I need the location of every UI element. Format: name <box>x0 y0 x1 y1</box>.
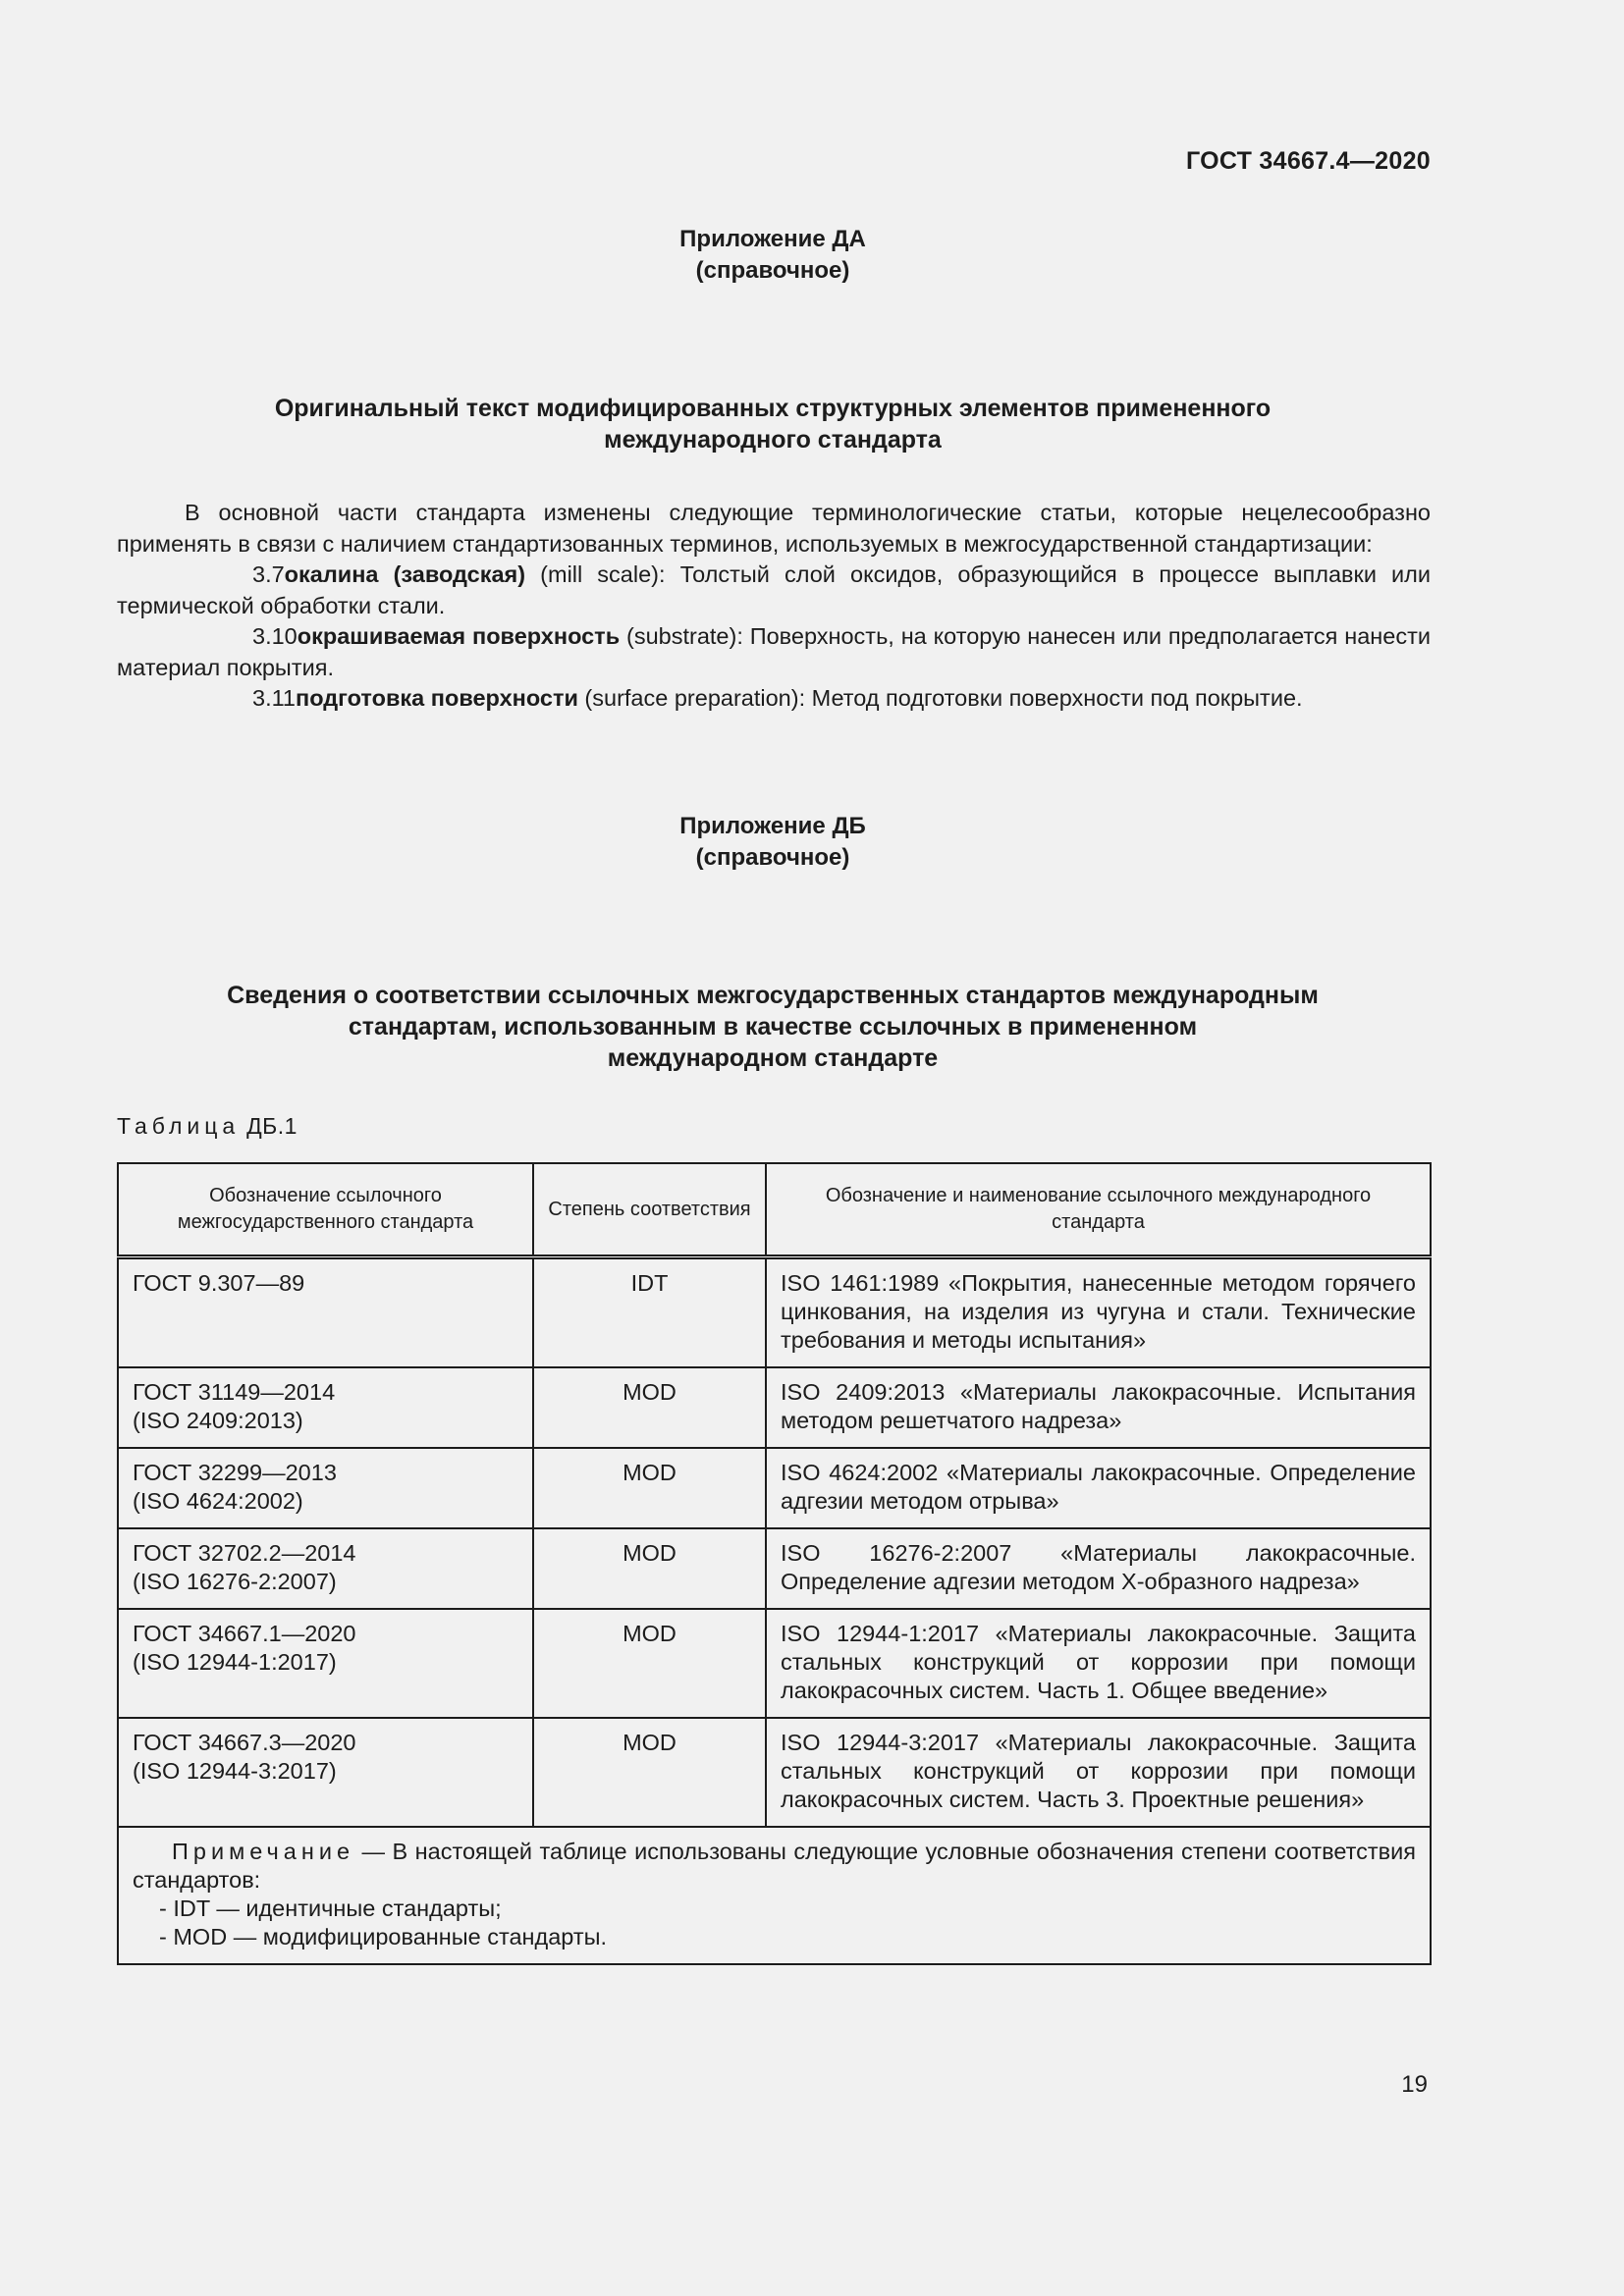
annex-db-title-line2: стандартам, использованным в качестве ссылочных в примененном <box>348 1013 1198 1041</box>
note-word: Примечание <box>172 1839 355 1864</box>
interstate-standard-cell <box>118 1609 533 1718</box>
interstate-standard-cell <box>118 1257 533 1368</box>
table-caption-number: ДБ.1 <box>246 1113 298 1139</box>
term-number: 3.7 <box>252 561 285 587</box>
standard-code: ГОСТ 31149—2014 <box>133 1379 336 1405</box>
note-text: — В настоящей таблице использованы следующие условные обозначения степени соответствия стандартов: <box>133 1839 1416 1893</box>
interstate-standard-cell <box>118 1367 533 1448</box>
annex-da-body <box>117 498 1431 715</box>
annex-db-title-line3: международном стандарте <box>607 1044 939 1072</box>
term-definition: (mill scale): Толстый слой оксидов, образующийся в процессе выплавки или термической обработки стали. <box>117 561 1431 618</box>
page-number: 19 <box>1401 2071 1428 2098</box>
note-item-idt: - IDT — идентичные стандарты; <box>159 1896 502 1921</box>
term-definition: (substrate): Поверхность, на которую нанесен или предполагается нанести материал покрытия. <box>117 623 1431 680</box>
international-standard-cell: ISO 1461:1989 «Покрытия, нанесенные методом горячего цинкования, на изделия из чугуна и стали. Технические требования и методы испытания» <box>766 1257 1431 1368</box>
table-row <box>118 1448 1431 1528</box>
standard-equivalent: (ISO 16276-2:2007) <box>133 1569 337 1594</box>
term-definition: (surface preparation): Метод подготовки поверхности под покрытие. <box>577 685 1303 711</box>
standard-code: ГОСТ 34667.3—2020 <box>133 1730 356 1755</box>
standard-code: ГОСТ 32299—2013 <box>133 1460 337 1485</box>
term-entry <box>117 683 1431 715</box>
table-row <box>118 1718 1431 1827</box>
table-note-row <box>118 1827 1431 1964</box>
table-row <box>118 1367 1431 1448</box>
annex-da-title-line2: международного стандарта <box>604 426 942 454</box>
table-header-row <box>118 1163 1431 1257</box>
annex-db-label: Приложение ДБ <box>679 813 866 839</box>
document-code: ГОСТ 34667.4—2020 <box>1185 147 1431 175</box>
reference-standards-table <box>117 1162 1432 1965</box>
note-item-mod: - MOD — модифицированные стандарты. <box>159 1924 608 1949</box>
table-note <box>118 1827 1431 1964</box>
annex-da-heading <box>0 224 1545 287</box>
term-name: подготовка поверхности <box>296 685 578 711</box>
annex-da-label: Приложение ДА <box>679 226 866 252</box>
table-row <box>118 1609 1431 1718</box>
degree-cell: MOD <box>533 1448 766 1528</box>
annex-db-heading <box>0 811 1545 874</box>
column-header-interstate-standard: Обозначение ссылочного межгосударственного стандарта <box>118 1163 533 1257</box>
international-standard-cell: ISO 12944-3:2017 «Материалы лакокрасочные. Защита стальных конструкций от коррозии при помощи лакокрасочных систем. Часть 3. Проектные решения» <box>766 1718 1431 1827</box>
table-caption-word: Таблица <box>117 1113 241 1139</box>
column-header-international-standard: Обозначение и наименование ссылочного международного стандарта <box>766 1163 1431 1257</box>
annex-da-title-line1: Оригинальный текст модифицированных структурных элементов примененного <box>274 395 1272 422</box>
annex-da-status: (справочное) <box>695 257 850 284</box>
annex-db-title <box>137 980 1408 1074</box>
table-caption <box>117 1113 298 1140</box>
column-header-degree: Степень соответствия <box>533 1163 766 1257</box>
term-entry <box>117 621 1431 683</box>
note-lead <box>133 1838 1416 1895</box>
international-standard-cell: ISO 2409:2013 «Материалы лакокрасочные. Испытания методом решетчатого надреза» <box>766 1367 1431 1448</box>
standard-code: ГОСТ 32702.2—2014 <box>133 1540 356 1566</box>
table-row <box>118 1528 1431 1609</box>
standard-equivalent: (ISO 4624:2002) <box>133 1488 303 1514</box>
standard-code: ГОСТ 9.307—89 <box>133 1270 305 1296</box>
standard-equivalent: (ISO 12944-1:2017) <box>133 1649 337 1675</box>
degree-cell: IDT <box>533 1257 766 1368</box>
interstate-standard-cell <box>118 1528 533 1609</box>
term-entry <box>117 560 1431 621</box>
term-name: окрашиваемая поверхность <box>297 623 621 649</box>
interstate-standard-cell <box>118 1448 533 1528</box>
standard-equivalent: (ISO 2409:2013) <box>133 1408 303 1433</box>
international-standard-cell: ISO 4624:2002 «Материалы лакокрасочные. Определение адгезии методом отрыва» <box>766 1448 1431 1528</box>
degree-cell: MOD <box>533 1718 766 1827</box>
standard-code: ГОСТ 34667.1—2020 <box>133 1621 356 1646</box>
degree-cell: MOD <box>533 1609 766 1718</box>
term-number: 3.10 <box>252 623 298 649</box>
degree-cell: MOD <box>533 1528 766 1609</box>
annex-db-title-line1: Сведения о соответствии ссылочных межгосударственных стандартов международным <box>227 982 1319 1009</box>
international-standard-cell: ISO 16276-2:2007 «Материалы лакокрасочные. Определение адгезии методом Х-образного надреза» <box>766 1528 1431 1609</box>
annex-da-title <box>137 393 1408 455</box>
international-standard-cell: ISO 12944-1:2017 «Материалы лакокрасочные. Защита стальных конструкций от коррозии при помощи лакокрасочных систем. Часть 1. Общее введение» <box>766 1609 1431 1718</box>
annex-da-intro: В основной части стандарта изменены следующие терминологические статьи, которые нецелесообразно применять в связи с наличием стандартизованных терминов, используемых в межгосударственной стандартизации: <box>117 500 1431 557</box>
table-row <box>118 1257 1431 1368</box>
degree-cell: MOD <box>533 1367 766 1448</box>
term-number: 3.11 <box>252 685 296 711</box>
standard-equivalent: (ISO 12944-3:2017) <box>133 1758 337 1784</box>
interstate-standard-cell <box>118 1718 533 1827</box>
annex-db-status: (справочное) <box>695 844 850 871</box>
term-name: окалина (заводская) <box>284 561 526 587</box>
